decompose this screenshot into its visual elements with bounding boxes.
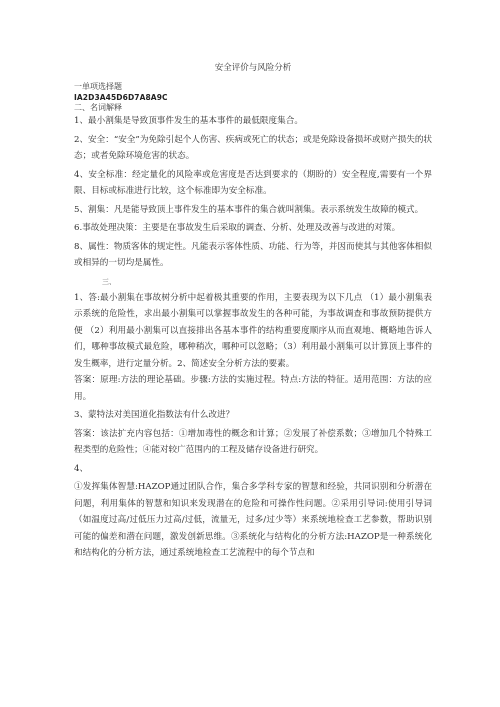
definition-8: 8、属性：物质客体的规定性。凡能表示客体性质、功能、行为等，并因而使其与其他客体相似或相异的一切均是属性。: [74, 241, 432, 268]
answer-4: ①发挥集体智慧:HAZOP通过团队合作，集合多学科专家的智慧和经验，共同识别和分析潜在问题，利用集体的智慧和知识来发现潜在的危险和可操作性问题。②采用引导词:使用引导词（如温度过高/过低压力过高/过低，流量无，过多/过少等）来系统地检查工艺参数，帮助识别可能的偏差和潜在问题，激发创新思维。③系统化与结构化的分析方法:HAZOP是一种系统化和结构化的分析方法，通过系统地检查工艺流程中的每个节点和: [74, 482, 432, 558]
section-heading-choice: 一单项选择题: [74, 82, 122, 91]
document-body: [74, 62, 432, 562]
definition-4: 4、安全标准：经定量化的风险率或危害度是否达到要求的（期盼的）安全程度,需要有一个界限、目标或标准进行比较，这个标准即为安全标准。: [74, 169, 432, 196]
answer-3: 答案：该法扩充内容包括：①增加毒性的概念和计算；②发展了补偿系数；③增加几个特殊工程类型的危险性；④能对较广范围内的工程及储存设备进行研究。: [74, 428, 432, 455]
definition-5: 5、割集：凡是能导致顶上事件发生的基本事件的集合就叫割集。表示系统发生故障的模式。: [74, 204, 424, 215]
definition-2: 2、安全：“安全”为免除引起个人伤害、疾病或死亡的状态；或是免除设备损坏或财产损失的状态；或者免除环境危害的状态。: [74, 134, 433, 161]
definition-1: 1、最小割集是导致顶事件发生的基本事件的最低限度集合。: [74, 116, 303, 126]
definition-6: 6.事故处理决策：主要是在事故发生后采取的调查、分析、处理及改善与改进的对策。: [74, 223, 401, 233]
answer-2: 答案：原理:方法的理论基础。步骤:方法的实施过程。特点:方法的特征。适用范围：方法的应用。: [74, 375, 432, 402]
section-heading-short-answer: 三、: [102, 277, 116, 286]
question-4: 4、: [74, 463, 89, 474]
document-title: 安全评价与风险分析: [214, 63, 292, 73]
question-3: 3、蒙特法对美国道化指数法有什么改进？: [74, 410, 235, 420]
section-heading-definitions: 二、名词解释: [74, 103, 122, 112]
answer-1: 1、答:最小割集在事故树分析中起着极其重要的作用，主要表现为以下几点 （1）最小割集表示系统的危险性，求出最小割集可以掌握事故发生的各种可能，为事故调查和事故预防提供方便 （2）利用最小割集可以直接排出各基本事件的结构重要度顺序从而直观地、概略地告诉人们，哪种事故模式最危险，哪种稍次，哪种可以忽略；（3）利用最小割集可以计算顶上事件的发生概率，进行定量分析。2、简述安全分析方法的要素。: [74, 292, 432, 369]
answer-key-code: IA2D3A45D6D7A8A9C: [74, 93, 168, 102]
